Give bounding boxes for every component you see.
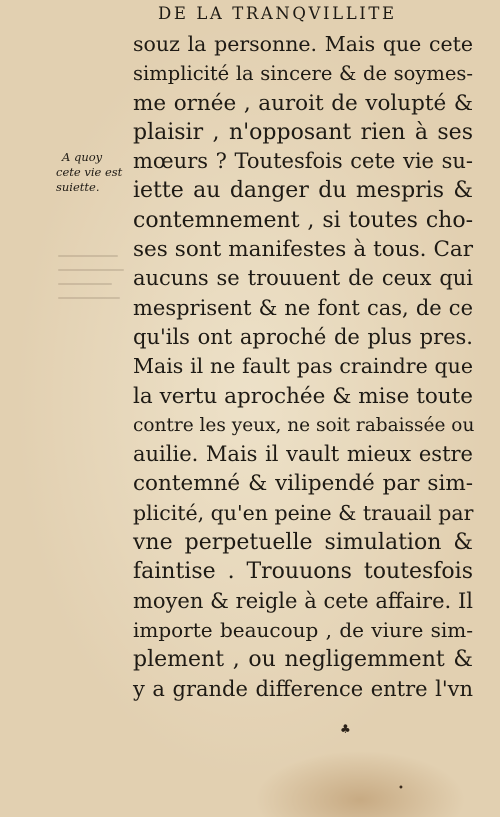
ornament-mark: ♣: [340, 722, 351, 736]
text-line: faintise . Trouuons toutesfois: [133, 559, 473, 585]
text-line: aucuns se trouuent de ceux qui: [133, 266, 473, 291]
margin-note-line: cete vie est: [56, 165, 123, 179]
text-line: moyen & reigle à cete affaire. Il: [133, 588, 473, 613]
text-line: plaisir , n'opposant rien à ses: [133, 119, 473, 145]
text-line: souz la personne. Mais que cete: [133, 32, 473, 56]
text-line: y a grande difference entre l'vn: [133, 676, 473, 701]
body-text: [133, 30, 473, 704]
text-line: me ornée , auroit de volupté &: [133, 90, 473, 116]
text-line: vne perpetuelle simulation &: [133, 530, 473, 556]
text-line: contre les yeux, ne soit rabaissée ou: [133, 414, 475, 436]
margin-note-line: A quoy: [62, 150, 103, 164]
marginal-note: [56, 150, 132, 195]
show-through-marks: [58, 246, 128, 346]
text-line: qu'ils ont aproché de plus pres.: [133, 324, 473, 349]
text-line: ses sont manifestes à tous. Car: [133, 237, 473, 263]
ink-speck: •: [398, 783, 404, 794]
margin-note-line: suiette.: [56, 180, 100, 194]
running-header: DE LA TRANQVILLITE: [158, 4, 397, 23]
text-line: contemné & vilipendé par sim-: [133, 471, 473, 497]
text-line: simplicité la sincere & de soymes-: [133, 62, 473, 86]
text-line: mesprisent & ne font cas, de ce: [133, 295, 473, 320]
text-line: iette au danger du mespris &: [133, 178, 473, 204]
text-line: mœurs ? Toutesfois cete vie su-: [133, 149, 473, 174]
text-line: importe beaucoup , de viure sim-: [133, 617, 473, 642]
text-line: plicité, qu'en peine & trauail par: [133, 500, 474, 525]
text-line: la vertu aprochée & mise toute: [133, 383, 473, 409]
text-line: Mais il ne fault pas craindre que: [133, 354, 473, 379]
text-line: contemnement , si toutes cho-: [133, 207, 473, 233]
text-line: plement , ou negligemment &: [133, 647, 473, 673]
text-line: auilie. Mais il vault mieux estre: [133, 442, 473, 467]
